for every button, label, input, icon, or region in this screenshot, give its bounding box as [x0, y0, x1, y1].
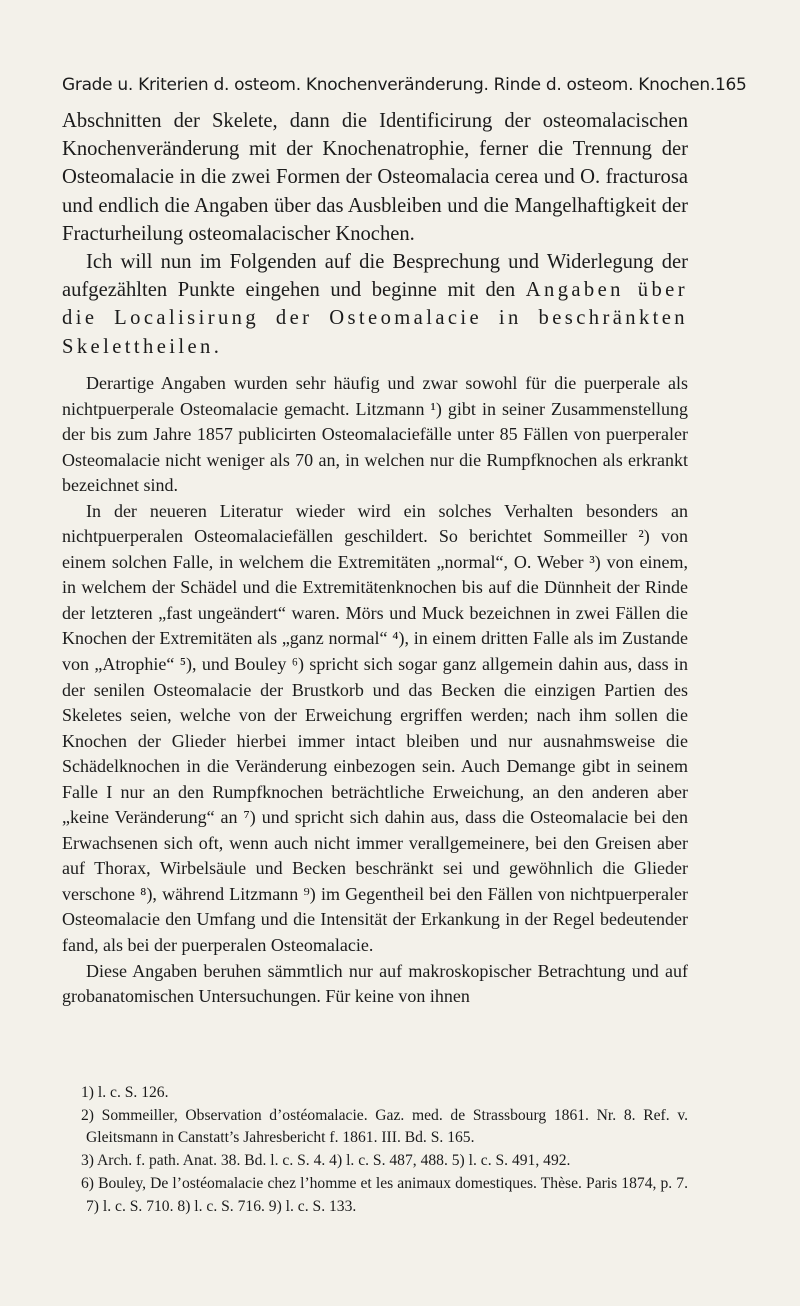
footnotes-3-5: 3) Arch. f. path. Anat. 38. Bd. l. c. S. 4. 4) l. c. S. 487, 488. 5) l. c. S. 491, 492. [81, 1152, 571, 1170]
section-heading-spaced: Angaben über die Localisirung der Osteomalacie in beschränkten Skelettheilen. [62, 279, 688, 358]
paragraph-litzmann: Derartige Angaben wurden sehr häufig und zwar sowohl für die puerperale als nichtpuerperale Osteomalacie gemacht. Litzmann ¹) gibt in seiner Zusammenstellung der bis zum Jahre 1857 publicirten Osteomalaciefälle unter 85 Fällen von puerperaler Osteomalacie nicht weniger als 70 an, in welchen nur die Rumpfknochen als erkrankt bezeichnet sind. [62, 373, 688, 496]
footnote-1: 1) l. c. S. 126. [81, 1084, 169, 1101]
page-number: 165 [714, 75, 747, 95]
paragraph-intro: Abschnitten der Skelete, dann die Identificirung der osteomalacischen Knochenveränderung mit der Knochenatrophie, ferner die Trennung der Osteomalacie in die zwei Formen der Osteomalacia cerea und O. fracturosa und endlich die Angaben über das Ausbleiben und die Mangelhaftigkeit der Fracturheilung osteomalacischer Knochen. [62, 110, 688, 245]
running-head [62, 75, 747, 95]
running-title: Grade u. Kriterien d. osteom. Knochenveränderung. Rinde d. osteom. Knochen. [62, 75, 715, 95]
paragraph-literature: In der neueren Literatur wieder wird ein solches Verhalten besonders an nichtpuerperalen Osteomalaciefällen geschildert. So berichtet Sommeiller ²) von einem solchen Falle, in welchem die Extremitäten „normal“, O. Weber ³) von einem, in welchem der Schädel und die Extremitätenknochen bis auf die Dünnheit der Rinde der letzteren „fast ungeändert“ waren. Mörs und Muck bezeichnen in zwei Fällen die Knochen der Extremitäten als „ganz normal“ ⁴), in einem dritten Falle als im Zustande von „Atrophie“ ⁵), und Bouley ⁶) spricht sich sogar ganz allgemein dahin aus, dass in der senilen Osteomalacie der Brustkorb und das Becken die einzigen Partien des Skeletes seien, welche von der Erweichung ergriffen werden; nach ihm sollen die Knochen der Glieder hierbei immer intact bleiben und nur ausnahmsweise die Schädelknochen in die Veränderung einbezogen sein. Auch Demange gibt in seinem Falle I nur an den Rumpfknochen beträchtliche Erweichung, an den anderen aber „keine Veränderung“ an ⁷) und spricht sich dahin aus, dass die Osteomalacie bei den Erwachsenen sich oft, wenn auch nicht immer verallgemeinere, bei den Greisen aber auf Thorax, Wirbelsäule und Becken beschränkt sei und gewöhnlich die Glieder verschone ⁸), während Litzmann ⁹) im Gegentheil bei den Fällen von nichtpuerperaler Osteomalacie den Umfang und die Intensität der Erkankung in der Regel bedeutender fand, als bei der puerperalen Osteomalacie. [62, 500, 688, 956]
footnotes-6-9: 6) Bouley, De l’ostéomalacie chez l’homme et les animaux domestiques. Thèse. Paris 1874, p. 7. 7) l. c. S. 710. 8) l. c. S. 716. 9) l. c. S. 133. [81, 1174, 688, 1215]
paragraph-announcement [62, 248, 688, 361]
main-text-large [62, 107, 688, 361]
paragraph-announcement-text: Ich will nun im Folgenden auf die Besprechung und Widerlegung der aufgezählten Punkte eingehen und beginne mit den [62, 251, 688, 302]
paragraph-conclusion: Diese Angaben beruhen sämmtlich nur auf makroskopischer Betrachtung und auf grobanatomischen Untersuchungen. Für keine von ihnen [62, 960, 688, 1007]
footnote-2: 2) Sommeiller, Observation d’ostéomalacie. Gaz. med. de Strassbourg 1861. Nr. 8. Ref. v. Gleitsmann in Canstatt’s Jahresbericht f. 1861. III. Bd. S. 165. [81, 1106, 688, 1147]
main-text-small [62, 371, 688, 1010]
footnotes [62, 1082, 688, 1218]
